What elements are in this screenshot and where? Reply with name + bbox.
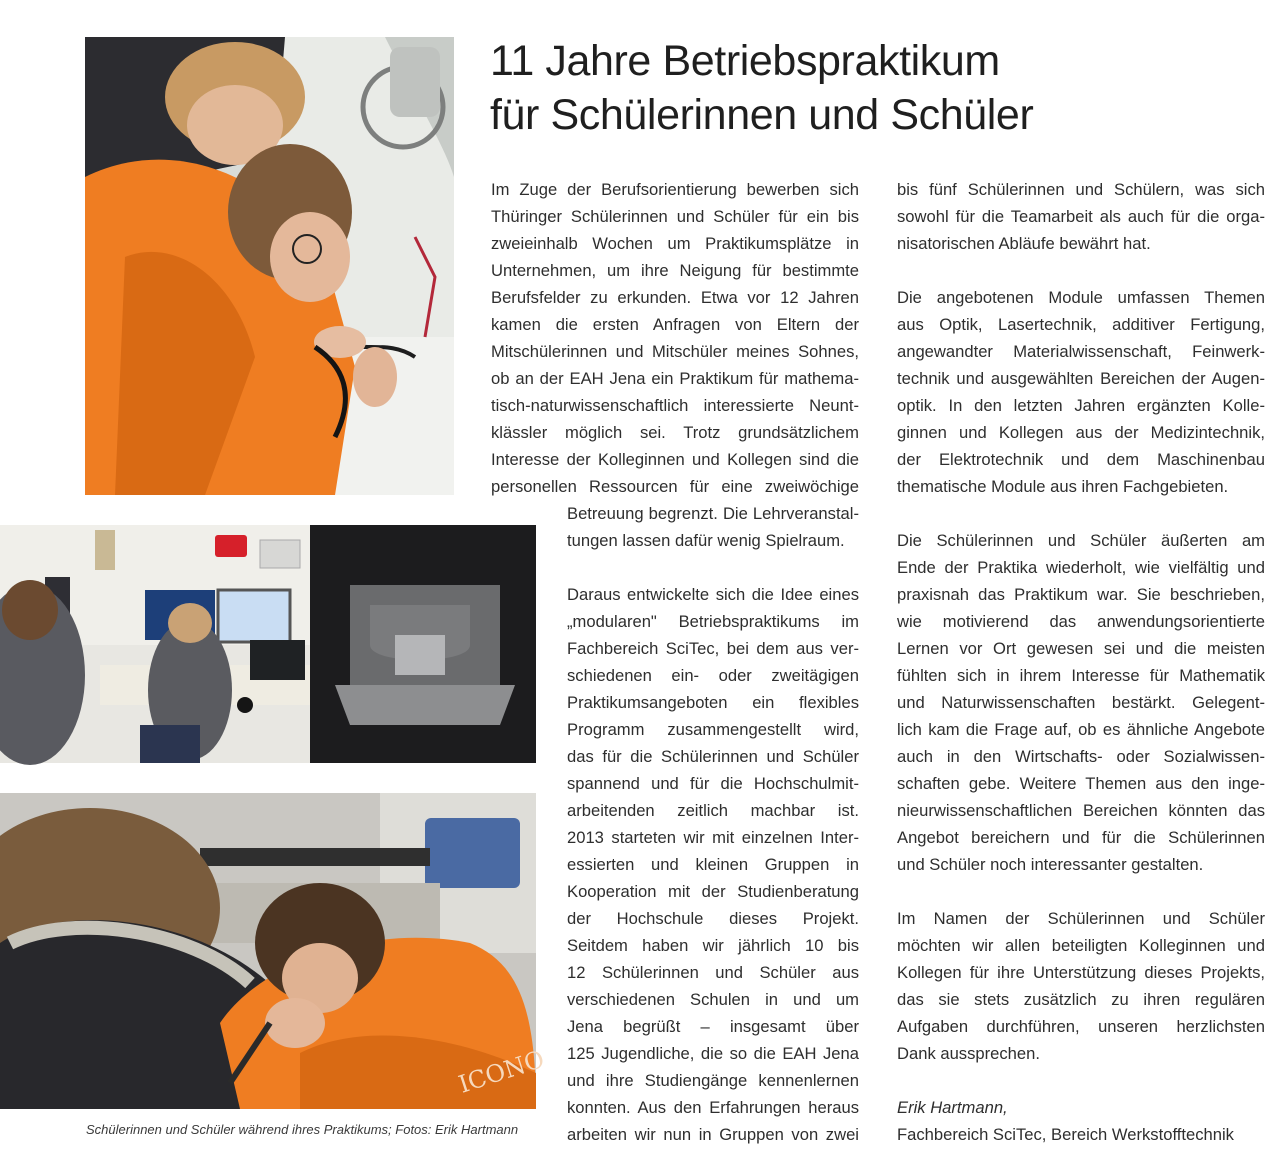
paragraph — [897, 284, 1265, 500]
text-line: nieurwissenschaftlichen Bereichen könnten das — [897, 801, 1265, 820]
text-line: ginnen und Kollegen aus der Medizintechnik, — [897, 423, 1265, 442]
text-line: Daraus entwickelte sich die Idee eines — [567, 585, 859, 604]
author-block — [897, 1094, 1265, 1148]
text-line: Betreuung begrenzt. Die Lehrveranstal- — [567, 504, 859, 523]
text-line: Lernen vor Ort gewesen sei und die meisten — [897, 639, 1265, 658]
text-line: Mitschülerinnen und Mitschüler meines Sohnes, — [491, 342, 859, 361]
text-line: technik und ausgewählten Bereichen der Augen- — [897, 369, 1265, 388]
text-line: 2013 starteten wir mit einzelnen Inter- — [567, 828, 859, 847]
text-line: Praktikumsangeboten ein flexibles — [567, 693, 859, 712]
text-line: klässler möglich sei. Trotz grundsätzlichem — [491, 423, 859, 442]
text-line: möchten wir allen beteiligten Kolleginnen und — [897, 936, 1265, 955]
text-line: Die Schülerinnen und Schüler äußerten am — [897, 531, 1265, 550]
text-line: 125 Jugendliche, die so die EAH Jena — [567, 1044, 859, 1063]
text-column-2 — [567, 500, 859, 1148]
text-line: ob an der EAH Jena ein Praktikum für mathema- — [491, 369, 859, 388]
text-line: und ihre Studiengänge kennenlernen — [567, 1071, 859, 1090]
text-line: zweieinhalb Wochen um Praktikumsplätze in — [491, 234, 859, 253]
text-line: schaften gebe. Weitere Themen aus den inge- — [897, 774, 1265, 793]
text-line: personellen Ressourcen für eine zweiwöchige — [491, 477, 859, 496]
text-line: bis fünf Schülerinnen und Schülern, was sich — [897, 180, 1265, 199]
author-name: Erik Hartmann, — [897, 1098, 1008, 1117]
paragraph — [567, 500, 859, 554]
text-line: Im Zuge der Berufsorientierung bewerben sich — [491, 180, 859, 199]
paragraph-gap — [567, 554, 859, 581]
text-line: auch in den Wirtschafts- oder Sozialwissen- — [897, 747, 1265, 766]
text-line: sowohl für die Teamarbeit als auch für die orga- — [897, 207, 1265, 226]
text-line: aus Optik, Lasertechnik, additiver Fertigung, — [897, 315, 1265, 334]
text-line: Seitdem haben wir jährlich 10 bis — [567, 936, 859, 955]
text-line: das sie stets zusätzlich zu ihren regulären — [897, 990, 1265, 1009]
paragraph — [897, 176, 1265, 257]
text-line: Aufgaben durchführen, unseren herzlichsten — [897, 1017, 1265, 1036]
text-line: und Schüler noch interessanter gestalten. — [897, 855, 1204, 874]
paragraph-gap — [897, 257, 1265, 284]
paragraph — [897, 527, 1265, 878]
text-line: Berufsfelder zu erkunden. Etwa vor 12 Jahren — [491, 288, 859, 307]
paragraph-gap — [897, 1067, 1265, 1094]
text-line: fühlten sich in ihrem Interesse für Mathematik — [897, 666, 1265, 685]
photo-students-workbench — [85, 37, 454, 495]
text-line: praxisnah das Praktikum war. Sie beschrieben, — [897, 585, 1265, 604]
title-line-1: 11 Jahre Betriebspraktikum — [490, 37, 1000, 85]
text-line: schiedenen ein- oder zweitägigen — [567, 666, 859, 685]
text-line: Programm zusammengestellt wird, — [567, 720, 859, 739]
photo-students-soldering — [0, 793, 548, 1109]
text-line: Fachbereich SciTec, bei dem aus ver- — [567, 639, 859, 658]
text-line: essierten und kleinen Gruppen in — [567, 855, 859, 874]
text-line: optik. In den letzten Jahren ergänzten Kolle- — [897, 396, 1265, 415]
text-line: wie motivierend das anwendungsorientierte — [897, 612, 1265, 631]
text-line: spannend und für die Hochschulmit- — [567, 774, 859, 793]
text-line: Im Namen der Schülerinnen und Schüler — [897, 909, 1265, 928]
text-line: lich kam die Frage auf, ob es ähnliche Angebote — [897, 720, 1265, 739]
title-line-2: für Schülerinnen und Schüler — [490, 91, 1034, 139]
paragraph — [567, 581, 859, 1148]
text-line: 12 Schülerinnen und Schüler aus — [567, 963, 859, 982]
paragraph — [897, 905, 1265, 1067]
text-line: konnten. Aus den Erfahrungen heraus — [567, 1098, 859, 1117]
text-line: nisatorischen Abläufe bewährt hat. — [897, 234, 1151, 253]
text-line: tisch-naturwissenschaftlich interessierte Neunt- — [491, 396, 859, 415]
text-line: arbeiten wir nun in Gruppen von zwei — [567, 1125, 859, 1144]
text-line: der Hochschule dieses Projekt. — [567, 909, 859, 928]
text-line: angewandter Materialwissenschaft, Feinwerk- — [897, 342, 1265, 361]
text-line: Kooperation mit der Studienberatung — [567, 882, 859, 901]
text-line: Dank aussprechen. — [897, 1044, 1040, 1063]
text-line: „modularen" Betriebspraktikums im — [567, 612, 859, 631]
text-line: Unternehmen, um ihre Neigung für bestimmte — [491, 261, 859, 280]
text-line: das für die Schülerinnen und Schüler — [567, 747, 859, 766]
text-column-1 — [491, 176, 859, 500]
text-line: Ende der Praktika wiederholt, wie vielfältig und — [897, 558, 1265, 577]
text-line: Die angebotenen Module umfassen Themen — [897, 288, 1265, 307]
article-title — [490, 34, 1250, 142]
text-line: thematische Module aus ihren Fachgebieten. — [897, 477, 1229, 496]
text-line: Thüringer Schülerinnen und Schüler für ein bis — [491, 207, 859, 226]
paragraph-gap — [897, 500, 1265, 527]
text-column-3 — [897, 176, 1265, 1148]
text-line: Interesse der Kolleginnen und Kollegen sind die — [491, 450, 859, 469]
text-line: kamen die ersten Anfragen von Eltern der — [491, 315, 859, 334]
text-line: verschiedenen Schulen in und um — [567, 990, 859, 1009]
paragraph — [491, 176, 859, 500]
hoodie-print: ICONO — [455, 1044, 548, 1099]
photo-caption: Schülerinnen und Schüler während ihres Praktikums; Fotos: Erik Hartmann — [86, 1122, 519, 1137]
photo-lab-computers — [0, 525, 536, 763]
paragraph-gap — [897, 878, 1265, 905]
text-line: Kollegen für ihre Unterstützung dieses Projekts, — [897, 963, 1265, 982]
author-affiliation: Fachbereich SciTec, Bereich Werkstofftechnik — [897, 1125, 1234, 1144]
text-line: arbeitenden zeitlich machbar ist. — [567, 801, 859, 820]
text-line: Angebot bereichern und für die Schülerinnen — [897, 828, 1265, 847]
text-line: tungen lassen dafür wenig Spielraum. — [567, 531, 845, 550]
text-line: Jena begrüßt – insgesamt über — [567, 1017, 859, 1036]
text-line: der Elektrotechnik und dem Maschinenbau — [897, 450, 1265, 469]
text-line: und Naturwissenschaften bestärkt. Gelegent- — [897, 693, 1265, 712]
